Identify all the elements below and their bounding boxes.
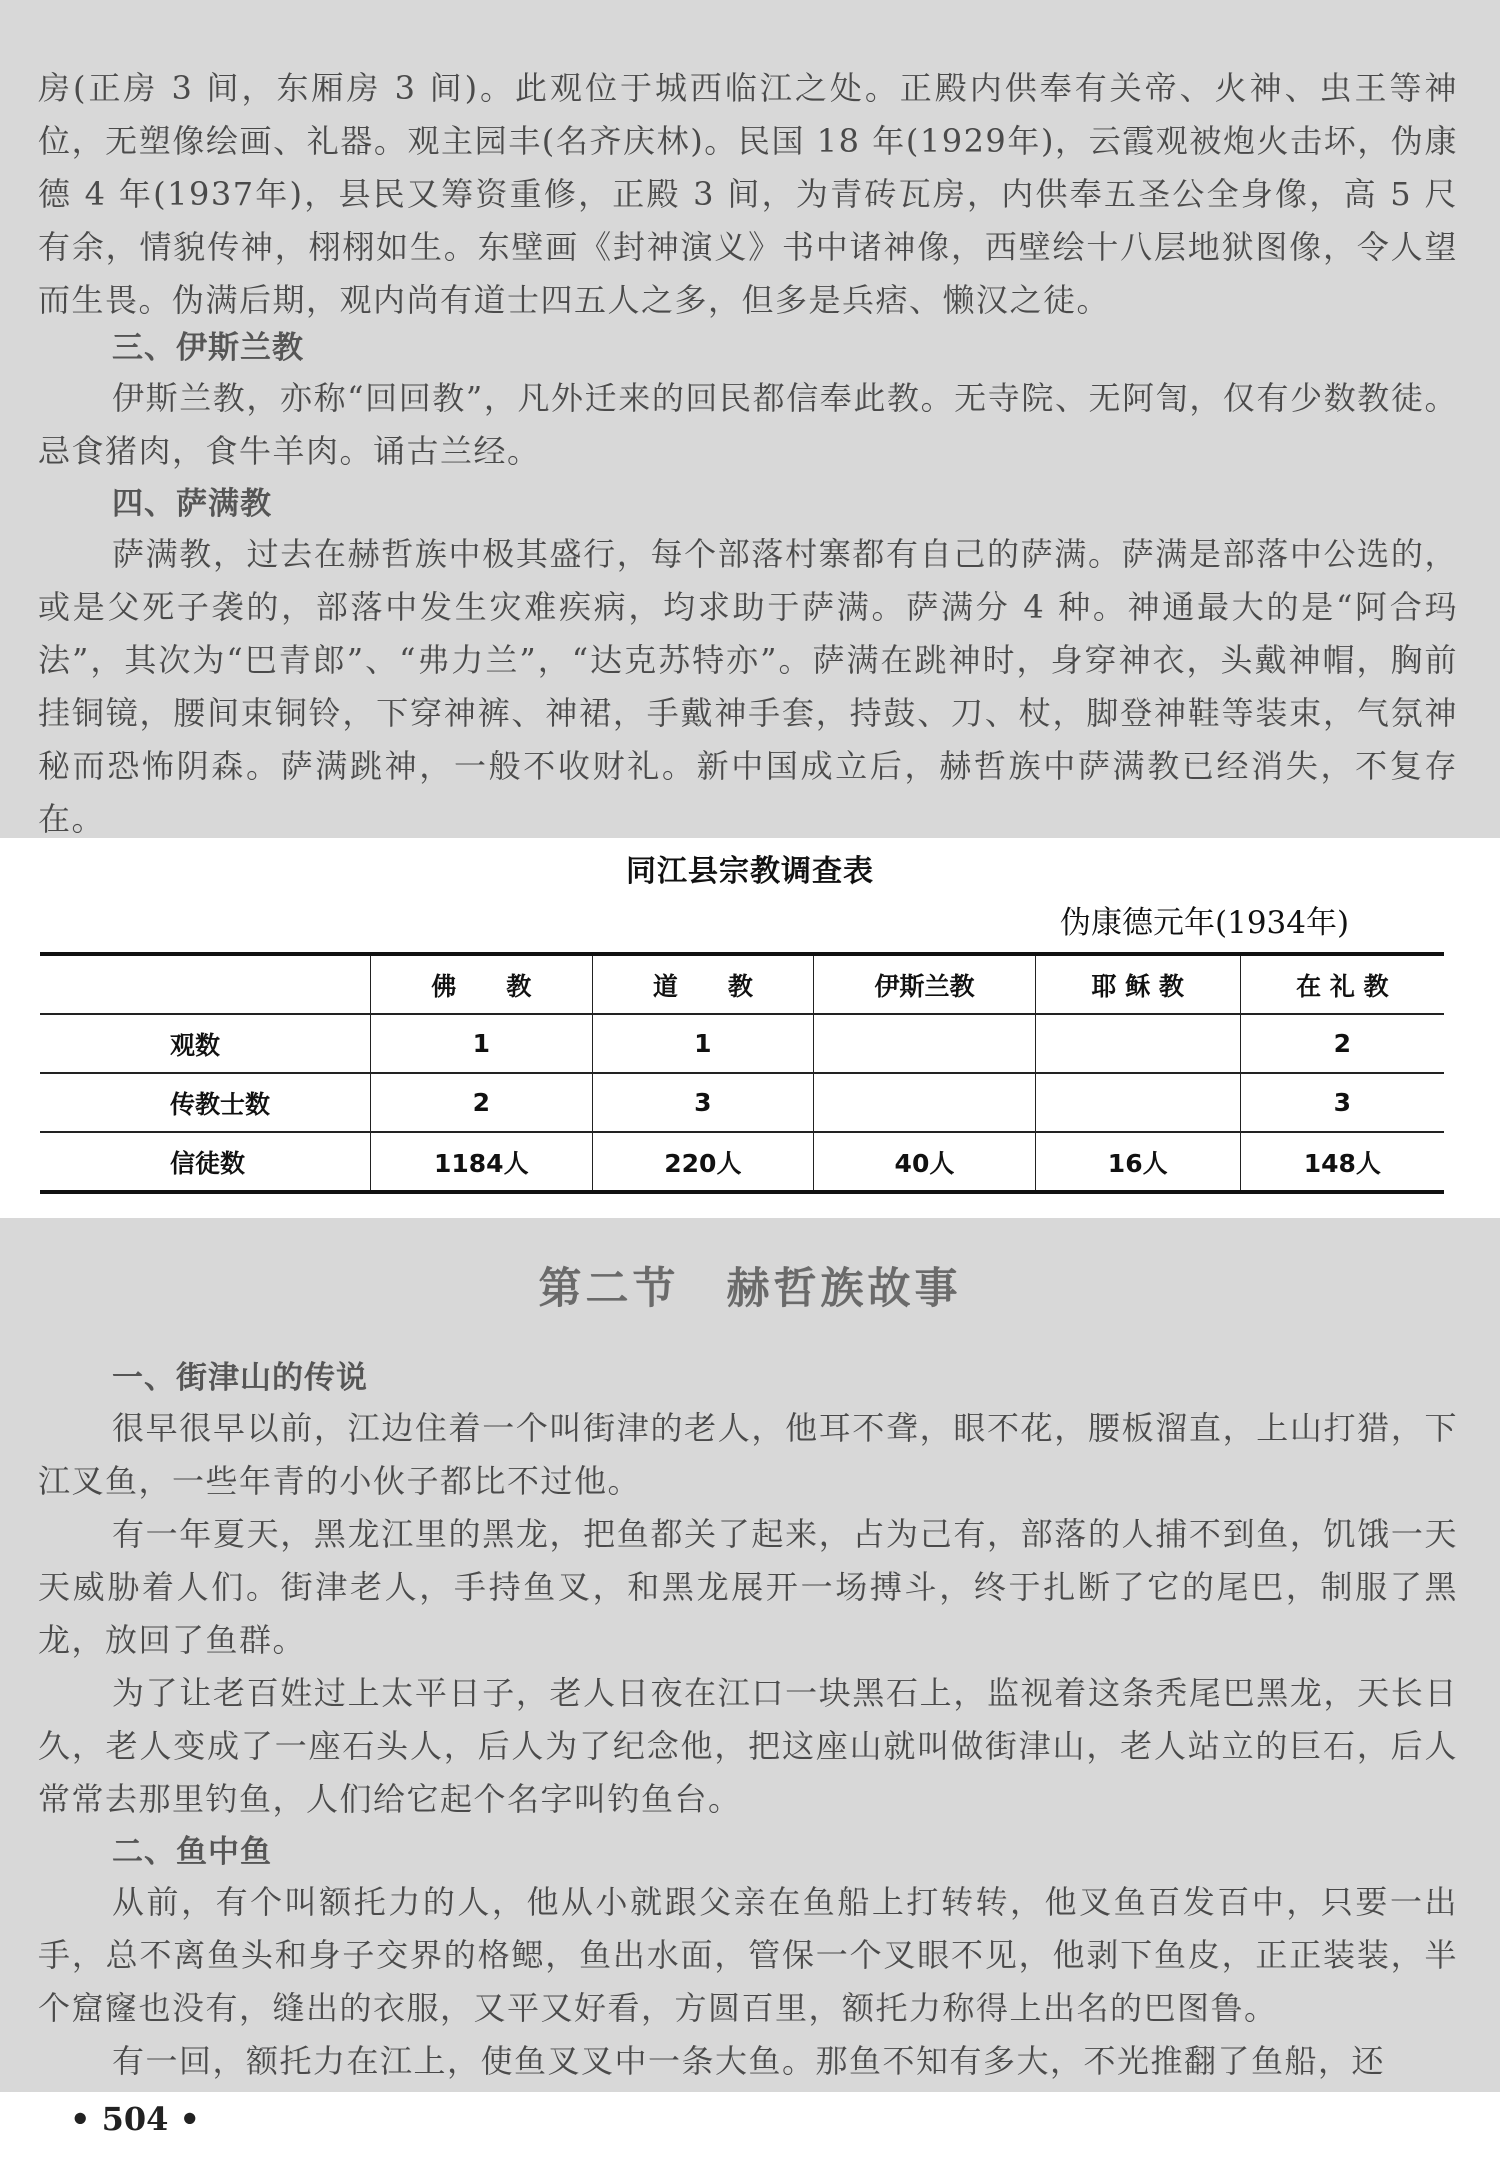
paragraph-story1-3: 为了让老百姓过上太平日子，老人日夜在江口一块黑石上，监视着这条秃尾巴黑龙，天长日久，老人变成了一座石头人，后人为了纪念他，把这座山就叫做街津山，老人站立的巨石，后人常常去那里钓鱼，人们给它起个名字叫钓鱼台。 [38, 1674, 1458, 1818]
row-label: 传教士数 [40, 1073, 371, 1132]
table-cell: 16人 [1035, 1132, 1240, 1192]
column-header: 在 礼 教 [1240, 954, 1444, 1014]
table-cell: 2 [371, 1073, 593, 1132]
paragraph-shaman: 萨满教，过去在赫哲族中极其盛行，每个部落村寨都有自己的萨满。萨满是部落中公选的，或是父死子袭的，部落中发生灾难疾病，均求助于萨满。萨满分 4 种。神通最大的是“阿合玛法”，其次为“巴青郎”、“弗力兰”，“达克苏特亦”。萨满在跳神时，身穿神衣，头戴神帽，胸前挂铜镜，腰间束铜铃，下穿神裤、神裙，手戴神手套，持鼓、刀、杖，脚登神鞋等装束，气氛神秘而恐怖阴森。萨满跳神，一般不收财礼。新中国成立后，赫哲族中萨满教已经消失，不复存在。 [38, 535, 1458, 838]
heading-shaman: 四、萨满教 [112, 486, 272, 522]
table-date: 伪康德元年(1934年) [1060, 905, 1350, 941]
column-header: 伊斯兰教 [814, 954, 1036, 1014]
heading-fish-in-fish: 二、鱼中鱼 [112, 1834, 272, 1870]
table-corner-cell [40, 954, 371, 1014]
table-cell: 3 [592, 1073, 814, 1132]
table-cell: 1184人 [371, 1132, 593, 1192]
paragraph-story1-2: 有一年夏天，黑龙江里的黑龙，把鱼都关了起来，占为己有，部落的人捕不到鱼，饥饿一天天威胁着人们。街津老人，手持鱼叉，和黑龙展开一场搏斗，终于扎断了它的尾巴，制服了黑龙，放回了鱼群。 [38, 1515, 1458, 1659]
table-row [40, 1073, 1444, 1132]
column-header: 道 教 [592, 954, 814, 1014]
paragraph-story1-1: 很早很早以前，江边住着一个叫街津的老人，他耳不聋，眼不花，腰板溜直，上山打猎，下江叉鱼，一些年青的小伙子都比不过他。 [38, 1409, 1458, 1500]
table-cell: 1 [592, 1014, 814, 1073]
table-cell [814, 1073, 1036, 1132]
page-number: • 504 • [70, 2100, 200, 2138]
paragraph-story2-2: 有一回，额托力在江上，使鱼叉叉中一条大鱼。那鱼不知有多大，不光推翻了鱼船，还 [112, 2042, 1386, 2080]
paragraph-story2-1: 从前，有个叫额托力的人，他从小就跟父亲在鱼船上打转转，他叉鱼百发百中，只要一出手，总不离鱼头和身子交界的格鳃，鱼出水面，管保一个叉眼不见，他剥下鱼皮，正正装装，半个窟窿也没有，缝出的衣服，又平又好看，方圆百里，额托力称得上出名的巴图鲁。 [38, 1883, 1458, 2027]
paragraph-temple: 房(正房 3 间，东厢房 3 间)。此观位于城西临江之处。正殿内供奉有关帝、火神、虫王等神位，无塑像绘画、礼器。观主园丰(名齐庆林)。民国 18 年(1929年)，云霞观被炮火击坏，伪康德 4 年(1937年)，县民又筹资重修，正殿 3 间，为青砖瓦房，内供奉五圣公全身像，高 5 尺有余，情貌传神，栩栩如生。东壁画《封神演义》书中诸神像，西壁绘十八层地狱图像，令人望而生畏。伪满后期，观内尚有道士四五人之多，但多是兵痞、懒汉之徒。 [38, 69, 1458, 319]
table-header-row [40, 954, 1444, 1014]
table-cell: 40人 [814, 1132, 1036, 1192]
table-title: 同江县宗教调查表 [626, 854, 874, 889]
table-cell: 1 [371, 1014, 593, 1073]
table-cell: 220人 [592, 1132, 814, 1192]
row-label: 观数 [40, 1014, 371, 1073]
heading-jiejin-mountain: 一、街津山的传说 [112, 1360, 368, 1396]
table-cell: 2 [1240, 1014, 1444, 1073]
column-header: 耶 稣 教 [1035, 954, 1240, 1014]
table-cell [1035, 1014, 1240, 1073]
column-header: 佛 教 [371, 954, 593, 1014]
table-cell: 3 [1240, 1073, 1444, 1132]
row-label: 信徒数 [40, 1132, 371, 1192]
paragraph-islam: 伊斯兰教，亦称“回回教”，凡外迁来的回民都信奉此教。无寺院、无阿訇，仅有少数教徒。忌食猪肉，食牛羊肉。诵古兰经。 [38, 379, 1458, 470]
table-cell [814, 1014, 1036, 1073]
section-title: 第二节 赫哲族故事 [538, 1264, 962, 1314]
table-cell [1035, 1073, 1240, 1132]
heading-islam: 三、伊斯兰教 [112, 330, 304, 366]
table-row [40, 1132, 1444, 1192]
religion-survey-table [40, 952, 1444, 1194]
table-row [40, 1014, 1444, 1073]
table-cell: 148人 [1240, 1132, 1444, 1192]
